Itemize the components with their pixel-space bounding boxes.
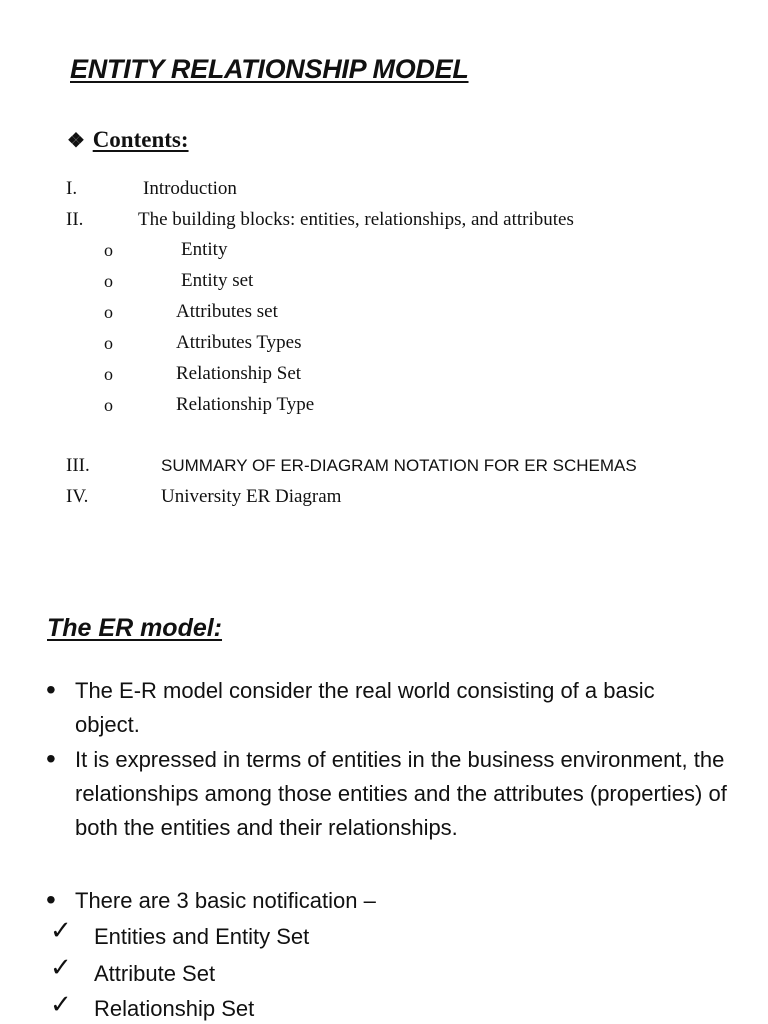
- checkmark-icon: ✓: [50, 989, 72, 1019]
- toc-number: IV.: [66, 486, 89, 507]
- document-title: ENTITY RELATIONSHIP MODEL: [70, 54, 469, 84]
- bullet-icon: •: [46, 674, 56, 705]
- check-item: Entities and Entity Set: [94, 924, 310, 949]
- checkmark-icon: ✓: [50, 952, 72, 982]
- toc-subitem: Relationship Set: [176, 363, 302, 384]
- sub-bullet-icon: o: [104, 395, 113, 415]
- toc-number: III.: [66, 455, 90, 476]
- sub-bullet-icon: o: [104, 302, 113, 322]
- er-bullet-text: There are 3 basic notification –: [75, 888, 376, 913]
- bullet-icon: •: [46, 743, 56, 774]
- toc-subitem: Relationship Type: [176, 394, 315, 415]
- toc-number: II.: [66, 209, 84, 230]
- sub-bullet-icon: o: [104, 240, 113, 260]
- sub-bullet-icon: o: [104, 333, 113, 353]
- er-bullet-text: The E-R model consider the real world consisting of a basic object.: [75, 678, 655, 737]
- toc-subitem: Entity: [181, 239, 228, 260]
- sub-bullet-icon: o: [104, 271, 113, 291]
- toc-item-university-er: University ER Diagram: [161, 486, 342, 507]
- diamond-bullet-icon: ❖: [67, 130, 85, 152]
- toc-subitem: Attributes set: [176, 301, 278, 322]
- toc-item-summary: SUMMARY OF ER-DIAGRAM NOTATION FOR ER SCHEMAS: [161, 456, 637, 475]
- checkmark-icon: ✓: [50, 915, 72, 945]
- er-bullet-text: It is expressed in terms of entities in the business environment, the relationships among those entities and the attributes (properties) of both the entities and their relationships.: [75, 747, 727, 840]
- check-item: Attribute Set: [94, 961, 216, 986]
- toc-number: I.: [66, 178, 78, 199]
- check-item: Relationship Set: [94, 996, 255, 1021]
- bullet-icon: •: [46, 884, 56, 915]
- toc-subitem: Entity set: [181, 270, 254, 291]
- sub-bullet-icon: o: [104, 364, 113, 384]
- toc-subitem: Attributes Types: [176, 332, 302, 353]
- toc-item-introduction: Introduction: [143, 178, 237, 199]
- toc-item-building-blocks: The building blocks: entities, relationships, and attributes: [138, 209, 574, 230]
- contents-heading-label: Contents:: [92, 127, 189, 152]
- er-model-heading: The ER model:: [47, 614, 223, 642]
- contents-heading: [67, 127, 189, 153]
